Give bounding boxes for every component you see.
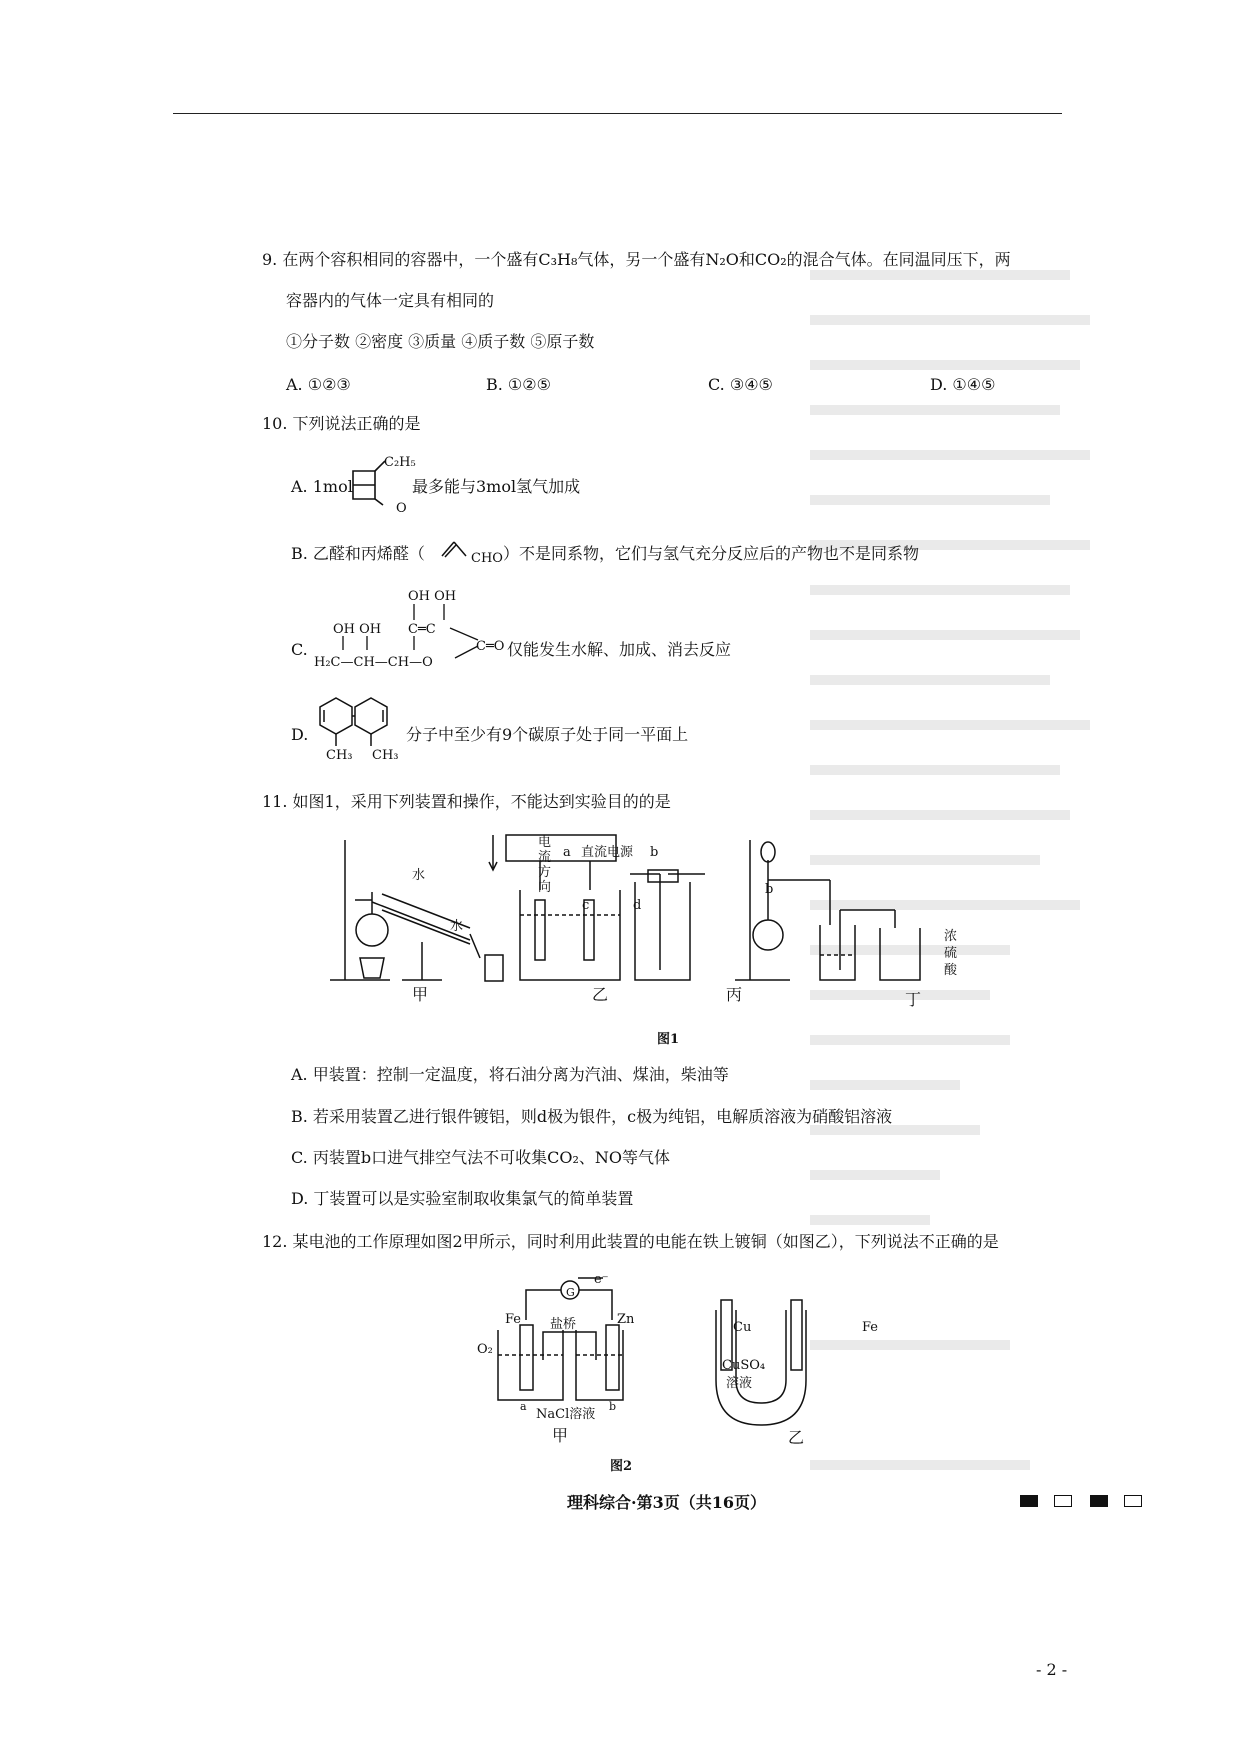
fig2-point-a: a [520,1400,527,1413]
footer-square-mark [1020,1495,1038,1507]
q11-stem: 11. 如图1，采用下列装置和操作，不能达到实验目的的是 [262,792,671,811]
footer-square-mark [1054,1495,1072,1507]
fig1-water-out-label: 水 [450,919,464,934]
fig1-electrode-c: c [582,898,590,913]
q9-option-a: A. ①②③ [286,375,351,394]
q9-stem-line1: 9. 在两个容积相同的容器中，一个盛有C₃H₈气体，另一个盛有N₂O和CO₂的混合气体。在同温同压下，两 [262,250,1011,269]
q9-option-c: C. ③④⑤ [708,375,773,394]
figure-1-apparatus [330,830,1030,990]
q10-c-oh-top: OH OH [408,589,457,604]
q12-stem: 12. 某电池的工作原理如图2甲所示，同时利用此装置的电能在铁上镀铜（如图乙），下列说法不正确的是 [262,1232,999,1251]
q10-c-oh-left: OH OH [333,622,382,637]
fig1-label-jia: 甲 [412,985,429,1004]
q10-stem: 10. 下列说法正确的是 [262,414,421,433]
q11-option-c: C. 丙装置b口进气排空气法不可收集CO₂、NO等气体 [291,1148,670,1167]
fig1-terminal-b: b [650,845,659,860]
fig2-fe-cathode-label: Fe [862,1320,879,1335]
fig2-point-b: b [609,1400,617,1413]
q11-option-a: A. 甲装置：控制一定温度，将石油分离为汽油、煤油，柴油等 [291,1065,729,1084]
fig1-label-bing: 丙 [726,985,743,1004]
q10-d-methyl-right: CH₃ [372,748,399,763]
q10-option-b-prefix: B. 乙醛和丙烯醛（ [291,544,425,563]
q10-a-oxygen-label: O [396,501,407,516]
page-number: - 2 - [1036,1660,1068,1679]
fig2-nacl-label: NaCl溶液 [536,1407,596,1422]
q10-option-c-text: 仅能发生水解、加成、消去反应 [507,640,732,659]
fig1-label-yi: 乙 [592,985,609,1004]
q10-option-a-prefix: A. 1mol [291,477,353,496]
q10-a-ethyl-label: C₂H₅ [384,455,416,470]
fig2-solution-label: 溶液 [726,1376,753,1391]
fig2-label-yi: 乙 [788,1428,805,1447]
q10-option-d-text: 分子中至少有9个碳原子处于同一平面上 [406,725,689,744]
q10-option-c-prefix: C. [291,640,308,659]
q9-option-d: D. ①④⑤ [930,375,996,394]
q10-option-d-prefix: D. [291,725,309,744]
fig2-electron-label: e⁻ [594,1272,609,1287]
q11-option-d: D. 丁装置可以是实验室制取收集氯气的简单装置 [291,1189,634,1208]
fig2-galvanometer-label: G [566,1286,575,1299]
fig1-power-label: 直流电源 [581,845,634,860]
footer-page-info: 理科综合·第3页（共16页） [567,1493,766,1512]
fig2-cu-label: Cu [733,1320,752,1335]
q9-items: ①分子数 ②密度 ③质量 ④质子数 ⑤原子数 [286,332,595,351]
fig2-zn-label: Zn [617,1312,635,1327]
q10-c-ene: C═C [408,622,436,637]
q10-option-b-text: ）不是同系物，它们与氢气充分反应后的产物也不是同系物 [503,544,920,563]
header-rule [173,113,1062,114]
fig2-caption: 图2 [610,1459,633,1474]
fig1-label-ding: 丁 [905,990,922,1009]
fig1-water-in-label: 水 [412,868,426,883]
q10-d-methyl-left: CH₃ [326,748,353,763]
footer-square-mark [1124,1495,1142,1507]
q11-option-b: B. 若采用装置乙进行银件镀铝，则d极为银件，c极为纯铝，电解质溶液为硝酸铝溶液 [291,1107,893,1126]
fig2-label-jia: 甲 [552,1426,569,1445]
fig2-cuso4-label: CuSO₄ [722,1358,766,1373]
footer-square-mark [1090,1495,1108,1507]
q10-b-cho-label: CHO [471,551,503,566]
fig2-fe-label: Fe [505,1312,522,1327]
q10-c-carbonyl: C═O [476,639,505,654]
fig2-o2-label: O₂ [477,1342,493,1357]
acrolein-structure [440,538,470,560]
q9-stem-line2: 容器内的气体一定具有相同的 [286,291,495,310]
fig2-salt-bridge-label: 盐桥 [550,1317,577,1332]
fig1-electrode-d: d [633,898,642,913]
fig1-acid-label: 浓硫酸 [944,929,958,978]
fig1-caption: 图1 [657,1032,680,1047]
q10-c-chain: H₂C—CH—CH—O [314,655,433,670]
q10-option-a-text: 最多能与3mol氢气加成 [412,477,581,496]
ascorbic-acid-bonds [330,600,510,660]
q9-option-b: B. ①②⑤ [486,375,551,394]
fig1-current-direction-label: 电流方向 [538,835,552,895]
fig1-terminal-a: a [563,845,571,860]
fig1-inlet-b: b [765,882,774,897]
